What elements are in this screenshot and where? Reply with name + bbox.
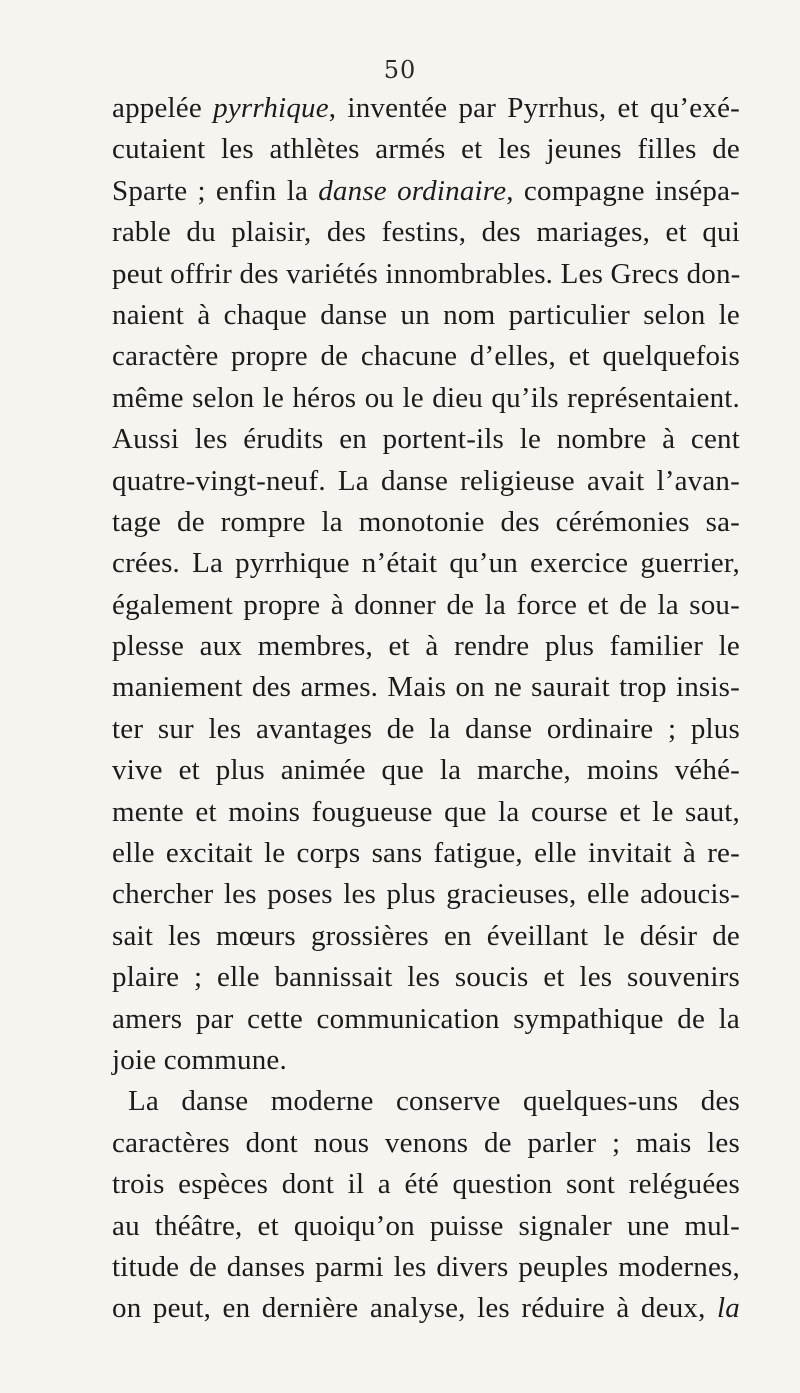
text-line: cutaient les athlètes armés et les jeunes filles de [112, 133, 740, 166]
text-line: même selon le héros ou le dieu qu’ils représentaient. [112, 381, 740, 414]
text-line: trois espèces dont il a été question sont reléguées [112, 1168, 740, 1201]
text-line: joie commune. [112, 1043, 287, 1076]
text-line: elle excitait le corps sans fatigue, elle invitait à re- [112, 837, 740, 870]
text-line: maniement des armes. Mais on ne saurait trop insis- [112, 671, 740, 704]
text-line: chercher les poses les plus gracieuses, elle adoucis- [112, 878, 740, 911]
text-line: caractère propre de chacune d’elles, et quelquefois [112, 340, 740, 373]
text-line: appelée pyrrhique, inventée par Pyrrhus, et qu’exé- [112, 92, 740, 124]
text-line: peut offrir des variétés innombrables. Les Grecs don- [112, 257, 741, 290]
text-line: au théâtre, et quoiqu’on puisse signaler une mul- [112, 1209, 740, 1242]
text-line: rable du plaisir, des festins, des mariages, et qui [112, 216, 740, 249]
text-line: crées. La pyrrhique n’était qu’un exercice guerrier, [112, 547, 740, 580]
text-line: titude de danses parmi les divers peuples modernes, [112, 1250, 740, 1283]
text-line: La danse moderne conserve quelques-uns des [128, 1085, 740, 1118]
text-line: Aussi les érudits en portent-ils le nombre à cent [112, 423, 740, 456]
text-line: ter sur les avantages de la danse ordinaire ; plus [112, 712, 740, 745]
text-line: mente et moins fougueuse que la course et le saut, [112, 795, 740, 828]
text-line: on peut, en dernière analyse, les réduire à deux, la [112, 1292, 740, 1325]
text-line: amers par cette communication sympathique de la [112, 1002, 740, 1035]
emphasis-term: la [717, 1292, 740, 1325]
text-line: quatre-vingt-neuf. La danse religieuse avait l’avan- [112, 464, 740, 497]
text-line: vive et plus animée que la marche, moins véhé- [112, 754, 740, 787]
text-line: tage de rompre la monotonie des cérémonies sa- [112, 505, 740, 538]
text-line: caractères dont nous venons de parler ; mais les [112, 1126, 740, 1159]
page-number: 50 [383, 56, 417, 84]
emphasis-term: danse ordinaire [318, 174, 507, 207]
body-text [112, 88, 740, 1330]
text-line: plesse aux membres, et à rendre plus familier le [112, 630, 740, 663]
emphasis-term: pyrrhique [213, 92, 329, 124]
text-line: également propre à donner de la force et de la sou- [112, 588, 740, 621]
text-line: naient à chaque danse un nom particulier selon le [112, 298, 740, 331]
text-line: Sparte ; enfin la danse ordinaire, compagne insépa- [112, 174, 741, 207]
text-line: plaire ; elle bannissait les soucis et les souvenirs [112, 961, 740, 994]
text-line: sait les mœurs grossières en éveillant le désir de [112, 919, 740, 952]
